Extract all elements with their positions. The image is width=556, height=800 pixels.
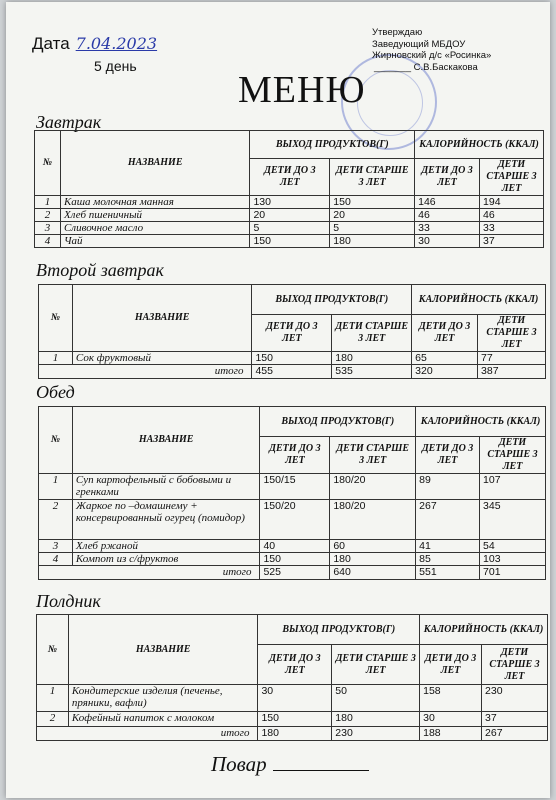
value-cell: 103: [480, 553, 546, 566]
value-cell: 30: [420, 712, 482, 727]
day-label: 5 день: [94, 58, 137, 74]
value-cell: 20: [330, 209, 415, 222]
calories-under-3-header: ДЕТИ ДО 3 ЛЕТ: [415, 159, 480, 196]
calories-over-3-header: ДЕТИ СТАРШЕ 3 ЛЕТ: [480, 437, 546, 474]
col-calories-header: КАЛОРИЙНОСТЬ (ККАЛ): [415, 131, 544, 159]
dish-name: Сок фруктовый: [72, 352, 252, 365]
value-cell: 194: [480, 196, 544, 209]
row-number: 2: [35, 209, 61, 222]
row-number: 1: [35, 196, 61, 209]
table-row: [35, 235, 544, 248]
row-number: 1: [39, 352, 73, 365]
value-cell: 40: [260, 540, 330, 553]
output-over-3-header: ДЕТИ СТАРШЕ 3 ЛЕТ: [330, 437, 416, 474]
value-cell: 150: [252, 352, 332, 365]
output-under-3-header: ДЕТИ ДО 3 ЛЕТ: [258, 645, 332, 685]
table-row: [35, 196, 544, 209]
row-number: 2: [39, 500, 73, 540]
col-output-header: ВЫХОД ПРОДУКТОВ(Г): [252, 285, 412, 315]
header-row: [37, 615, 548, 645]
value-cell: 345: [480, 500, 546, 540]
total-row: [39, 566, 546, 580]
col-calories-header: КАЛОРИЙНОСТЬ (ККАЛ): [412, 285, 546, 315]
value-cell: 89: [416, 474, 480, 500]
col-name-header: НАЗВАНИЕ: [72, 285, 252, 352]
table-row: [39, 553, 546, 566]
cook-signature: [211, 752, 369, 777]
approval-line: Заведующий МБДОУ: [372, 38, 466, 50]
calories-under-3-header: ДЕТИ ДО 3 ЛЕТ: [420, 645, 482, 685]
total-label: итого: [39, 365, 252, 379]
value-cell: 30: [258, 685, 332, 712]
value-cell: 158: [420, 685, 482, 712]
menu-table: [38, 284, 546, 379]
calories-over-3-header: ДЕТИ СТАРШЕ 3 ЛЕТ: [480, 159, 544, 196]
header-row: [39, 285, 546, 315]
table-row: [39, 352, 546, 365]
value-cell: 65: [412, 352, 478, 365]
col-name-header: НАЗВАНИЕ: [60, 131, 250, 196]
total-row: [39, 365, 546, 379]
table-row: [37, 685, 548, 712]
col-output-header: ВЫХОД ПРОДУКТОВ(Г): [258, 615, 420, 645]
dish-name: Хлеб пшеничный: [60, 209, 250, 222]
total-value: 455: [252, 365, 332, 379]
value-cell: 54: [480, 540, 546, 553]
col-output-header: ВЫХОД ПРОДУКТОВ(Г): [260, 407, 416, 437]
header-row: [35, 131, 544, 159]
row-number: 4: [35, 235, 61, 248]
total-value: 230: [332, 727, 420, 741]
output-under-3-header: ДЕТИ ДО 3 ЛЕТ: [252, 315, 332, 352]
row-number: 2: [37, 712, 69, 727]
section-title: Обед: [36, 382, 75, 402]
total-value: 180: [258, 727, 332, 741]
value-cell: 5: [250, 222, 330, 235]
total-value: 551: [416, 566, 480, 580]
value-cell: 37: [482, 712, 548, 727]
total-value: 387: [478, 365, 546, 379]
value-cell: 180/20: [330, 474, 416, 500]
total-value: 525: [260, 566, 330, 580]
dish-name: Чай: [60, 235, 250, 248]
section-title: Второй завтрак: [36, 260, 164, 280]
section-title: Завтрак: [36, 112, 102, 132]
date-value: 7.04.2023: [75, 34, 158, 53]
value-cell: 77: [478, 352, 546, 365]
calories-over-3-header: ДЕТИ СТАРШЕ 3 ЛЕТ: [482, 645, 548, 685]
col-name-header: НАЗВАНИЕ: [72, 407, 260, 474]
calories-under-3-header: ДЕТИ ДО 3 ЛЕТ: [412, 315, 478, 352]
value-cell: 30: [415, 235, 480, 248]
calories-under-3-header: ДЕТИ ДО 3 ЛЕТ: [416, 437, 480, 474]
page-title: МЕНЮ: [238, 69, 366, 111]
table-row: [35, 209, 544, 222]
menu-sheet: [6, 2, 550, 798]
value-cell: 130: [250, 196, 330, 209]
col-output-header: ВЫХОД ПРОДУКТОВ(Г): [250, 131, 415, 159]
cook-label: Повар: [211, 752, 267, 776]
value-cell: 33: [480, 222, 544, 235]
signature-line: [273, 756, 369, 771]
output-over-3-header: ДЕТИ СТАРШЕ 3 ЛЕТ: [330, 159, 415, 196]
dish-name: Хлеб ржаной: [72, 540, 260, 553]
output-under-3-header: ДЕТИ ДО 3 ЛЕТ: [260, 437, 330, 474]
approval-line: _______ С.В.Баскакова: [374, 61, 478, 73]
row-number: 3: [39, 540, 73, 553]
value-cell: 150/15: [260, 474, 330, 500]
section-title: Полдник: [36, 591, 101, 611]
menu-table: [36, 614, 548, 741]
value-cell: 150: [260, 553, 330, 566]
value-cell: 180: [330, 235, 415, 248]
table-row: [39, 500, 546, 540]
dish-name: Кофейный напиток с молоком: [68, 712, 258, 727]
total-row: [37, 727, 548, 741]
value-cell: 37: [480, 235, 544, 248]
value-cell: 180: [332, 712, 420, 727]
output-under-3-header: ДЕТИ ДО 3 ЛЕТ: [250, 159, 330, 196]
col-number-header: №: [39, 285, 73, 352]
total-value: 267: [482, 727, 548, 741]
col-calories-header: КАЛОРИЙНОСТЬ (ККАЛ): [420, 615, 548, 645]
col-name-header: НАЗВАНИЕ: [68, 615, 258, 685]
value-cell: 150/20: [260, 500, 330, 540]
table-row: [37, 712, 548, 727]
row-number: 1: [39, 474, 73, 500]
row-number: 3: [35, 222, 61, 235]
value-cell: 146: [415, 196, 480, 209]
value-cell: 107: [480, 474, 546, 500]
total-value: 701: [480, 566, 546, 580]
value-cell: 180: [332, 352, 412, 365]
dish-name: Каша молочная манная: [60, 196, 250, 209]
value-cell: 60: [330, 540, 416, 553]
output-over-3-header: ДЕТИ СТАРШЕ 3 ЛЕТ: [332, 645, 420, 685]
approval-block: [372, 27, 491, 73]
row-number: 4: [39, 553, 73, 566]
dish-name: Жаркое по –домашнему + консервированный огурец (помидор): [72, 500, 260, 540]
dish-name: Компот из с/фруктов: [72, 553, 260, 566]
calories-over-3-header: ДЕТИ СТАРШЕ 3 ЛЕТ: [478, 315, 546, 352]
table-row: [35, 222, 544, 235]
value-cell: 150: [258, 712, 332, 727]
date-line: [32, 34, 157, 54]
value-cell: 20: [250, 209, 330, 222]
menu-table: [38, 406, 546, 580]
approval-line: Утверждаю: [372, 27, 423, 38]
header-row: [39, 407, 546, 437]
value-cell: 46: [415, 209, 480, 222]
total-label: итого: [39, 566, 260, 580]
value-cell: 50: [332, 685, 420, 712]
total-label: итого: [37, 727, 258, 741]
total-value: 188: [420, 727, 482, 741]
value-cell: 46: [480, 209, 544, 222]
output-over-3-header: ДЕТИ СТАРШЕ 3 ЛЕТ: [332, 315, 412, 352]
value-cell: 85: [416, 553, 480, 566]
col-calories-header: КАЛОРИЙНОСТЬ (ККАЛ): [416, 407, 546, 437]
value-cell: 267: [416, 500, 480, 540]
dish-name: Кондитерские изделия (печенье, пряники, вафли): [68, 685, 258, 712]
value-cell: 150: [330, 196, 415, 209]
menu-table: [34, 130, 544, 248]
dish-name: Суп картофельный с бобовыми и гренками: [72, 474, 260, 500]
value-cell: 5: [330, 222, 415, 235]
value-cell: 180: [330, 553, 416, 566]
approval-line: Жирновский д/с «Росинка»: [372, 50, 492, 61]
table-row: [39, 474, 546, 500]
dish-name: Сливочное масло: [60, 222, 250, 235]
col-number-header: №: [35, 131, 61, 196]
value-cell: 33: [415, 222, 480, 235]
date-label: Дата: [32, 34, 70, 53]
col-number-header: №: [37, 615, 69, 685]
total-value: 320: [412, 365, 478, 379]
value-cell: 150: [250, 235, 330, 248]
total-value: 640: [330, 566, 416, 580]
total-value: 535: [332, 365, 412, 379]
row-number: 1: [37, 685, 69, 712]
value-cell: 41: [416, 540, 480, 553]
table-row: [39, 540, 546, 553]
col-number-header: №: [39, 407, 73, 474]
value-cell: 180/20: [330, 500, 416, 540]
value-cell: 230: [482, 685, 548, 712]
